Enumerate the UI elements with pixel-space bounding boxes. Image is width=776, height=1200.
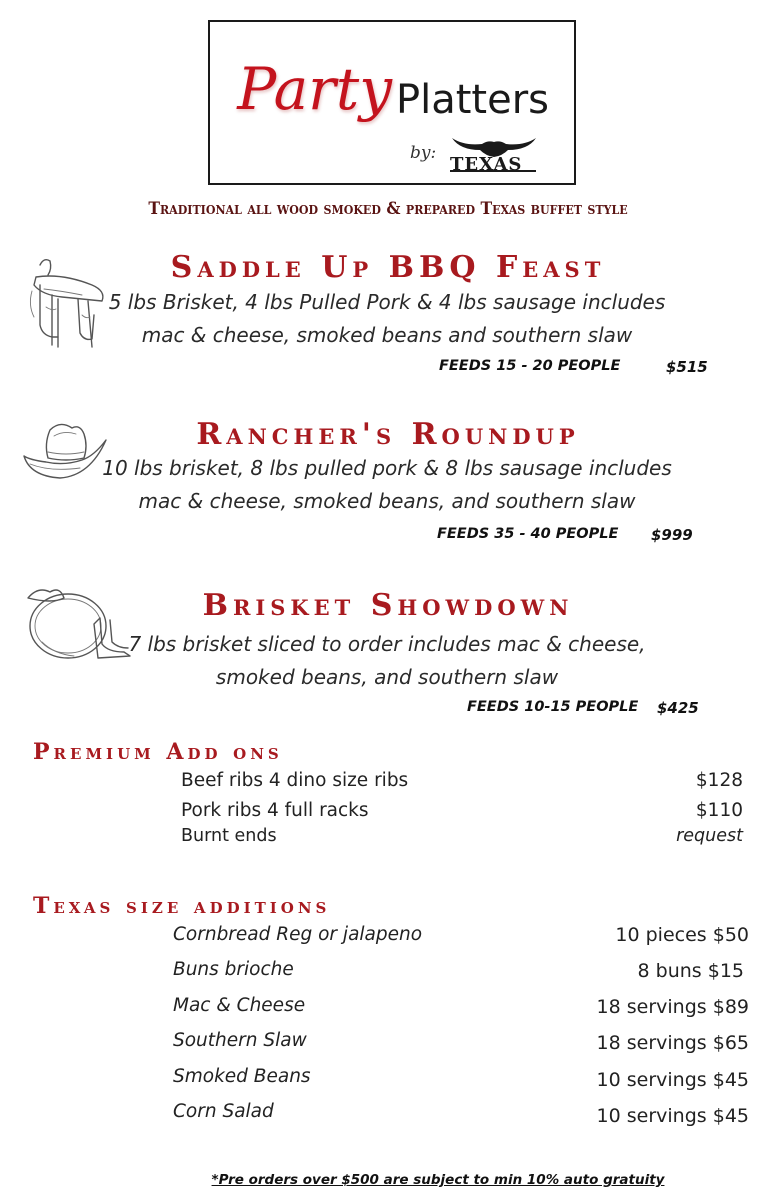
- addon-price: $110: [695, 800, 743, 821]
- platter-desc-line: 7 lbs brisket sliced to order includes mac & cheese,: [128, 632, 646, 656]
- addition-price: 10 servings $45: [596, 1069, 749, 1091]
- addition-price: 8 buns $15: [637, 960, 744, 982]
- platter-feeds: FEEDS 15 - 20 PEOPLE: [439, 358, 621, 374]
- platter-feeds: FEEDS 10-15 PEOPLE: [467, 699, 639, 715]
- tagline: Traditional all wood smoked & prepared Texas buffet style: [148, 199, 628, 219]
- addition-price: 18 servings $65: [596, 1032, 749, 1054]
- platter-title: Saddle Up BBQ Feast: [170, 250, 606, 285]
- platter-desc-line: mac & cheese, smoked beans and southern slaw: [141, 323, 633, 347]
- platter-desc-line: smoked beans, and southern slaw: [215, 665, 559, 689]
- footnote: *Pre orders over $500 are subject to min 10% auto gratuity: [211, 1172, 665, 1188]
- addition-price: 18 servings $89: [596, 996, 749, 1018]
- platter-desc-line: mac & cheese, smoked beans, and southern slaw: [138, 489, 636, 513]
- addon-price: request: [676, 826, 743, 846]
- addon-name: Beef ribs 4 dino size ribs: [181, 770, 409, 791]
- platter-feeds: FEEDS 35 - 40 PEOPLE: [437, 526, 619, 542]
- platter-title: Brisket Showdown: [202, 588, 574, 623]
- addition-price: 10 pieces $50: [615, 924, 749, 946]
- addon-name: Burnt ends: [181, 826, 277, 846]
- brand-logo: [444, 130, 544, 176]
- addition-price: 10 servings $45: [596, 1105, 749, 1127]
- logo-title-main: Platters: [396, 77, 550, 123]
- premium-title: Premium Add ons: [33, 739, 283, 765]
- addition-name: Cornbread Reg or jalapeno: [173, 924, 423, 945]
- additions-title: Texas size additions: [33, 893, 331, 919]
- addition-name: Mac & Cheese: [173, 995, 306, 1016]
- addition-name: Smoked Beans: [173, 1066, 311, 1087]
- logo-by-text: by:: [410, 143, 437, 163]
- platter-price: $515: [666, 358, 708, 376]
- addon-name: Pork ribs 4 full racks: [181, 800, 369, 821]
- addition-name: Southern Slaw: [173, 1030, 307, 1051]
- addition-name: Buns brioche: [173, 959, 294, 980]
- logo-title-script: Party: [237, 55, 392, 123]
- addition-name: Corn Salad: [173, 1101, 274, 1122]
- platter-title: Rancher's Roundup: [196, 417, 580, 452]
- platter-desc-line: 5 lbs Brisket, 4 lbs Pulled Pork & 4 lbs sausage includes: [108, 290, 666, 314]
- platter-price: $999: [651, 526, 693, 544]
- platter-desc-line: 10 lbs brisket, 8 lbs pulled pork & 8 lbs sausage includes: [102, 456, 672, 480]
- logo-box: [208, 20, 576, 185]
- platter-price: $425: [657, 699, 699, 717]
- addon-price: $128: [695, 770, 743, 791]
- brand-name: TEXAS: [450, 154, 523, 175]
